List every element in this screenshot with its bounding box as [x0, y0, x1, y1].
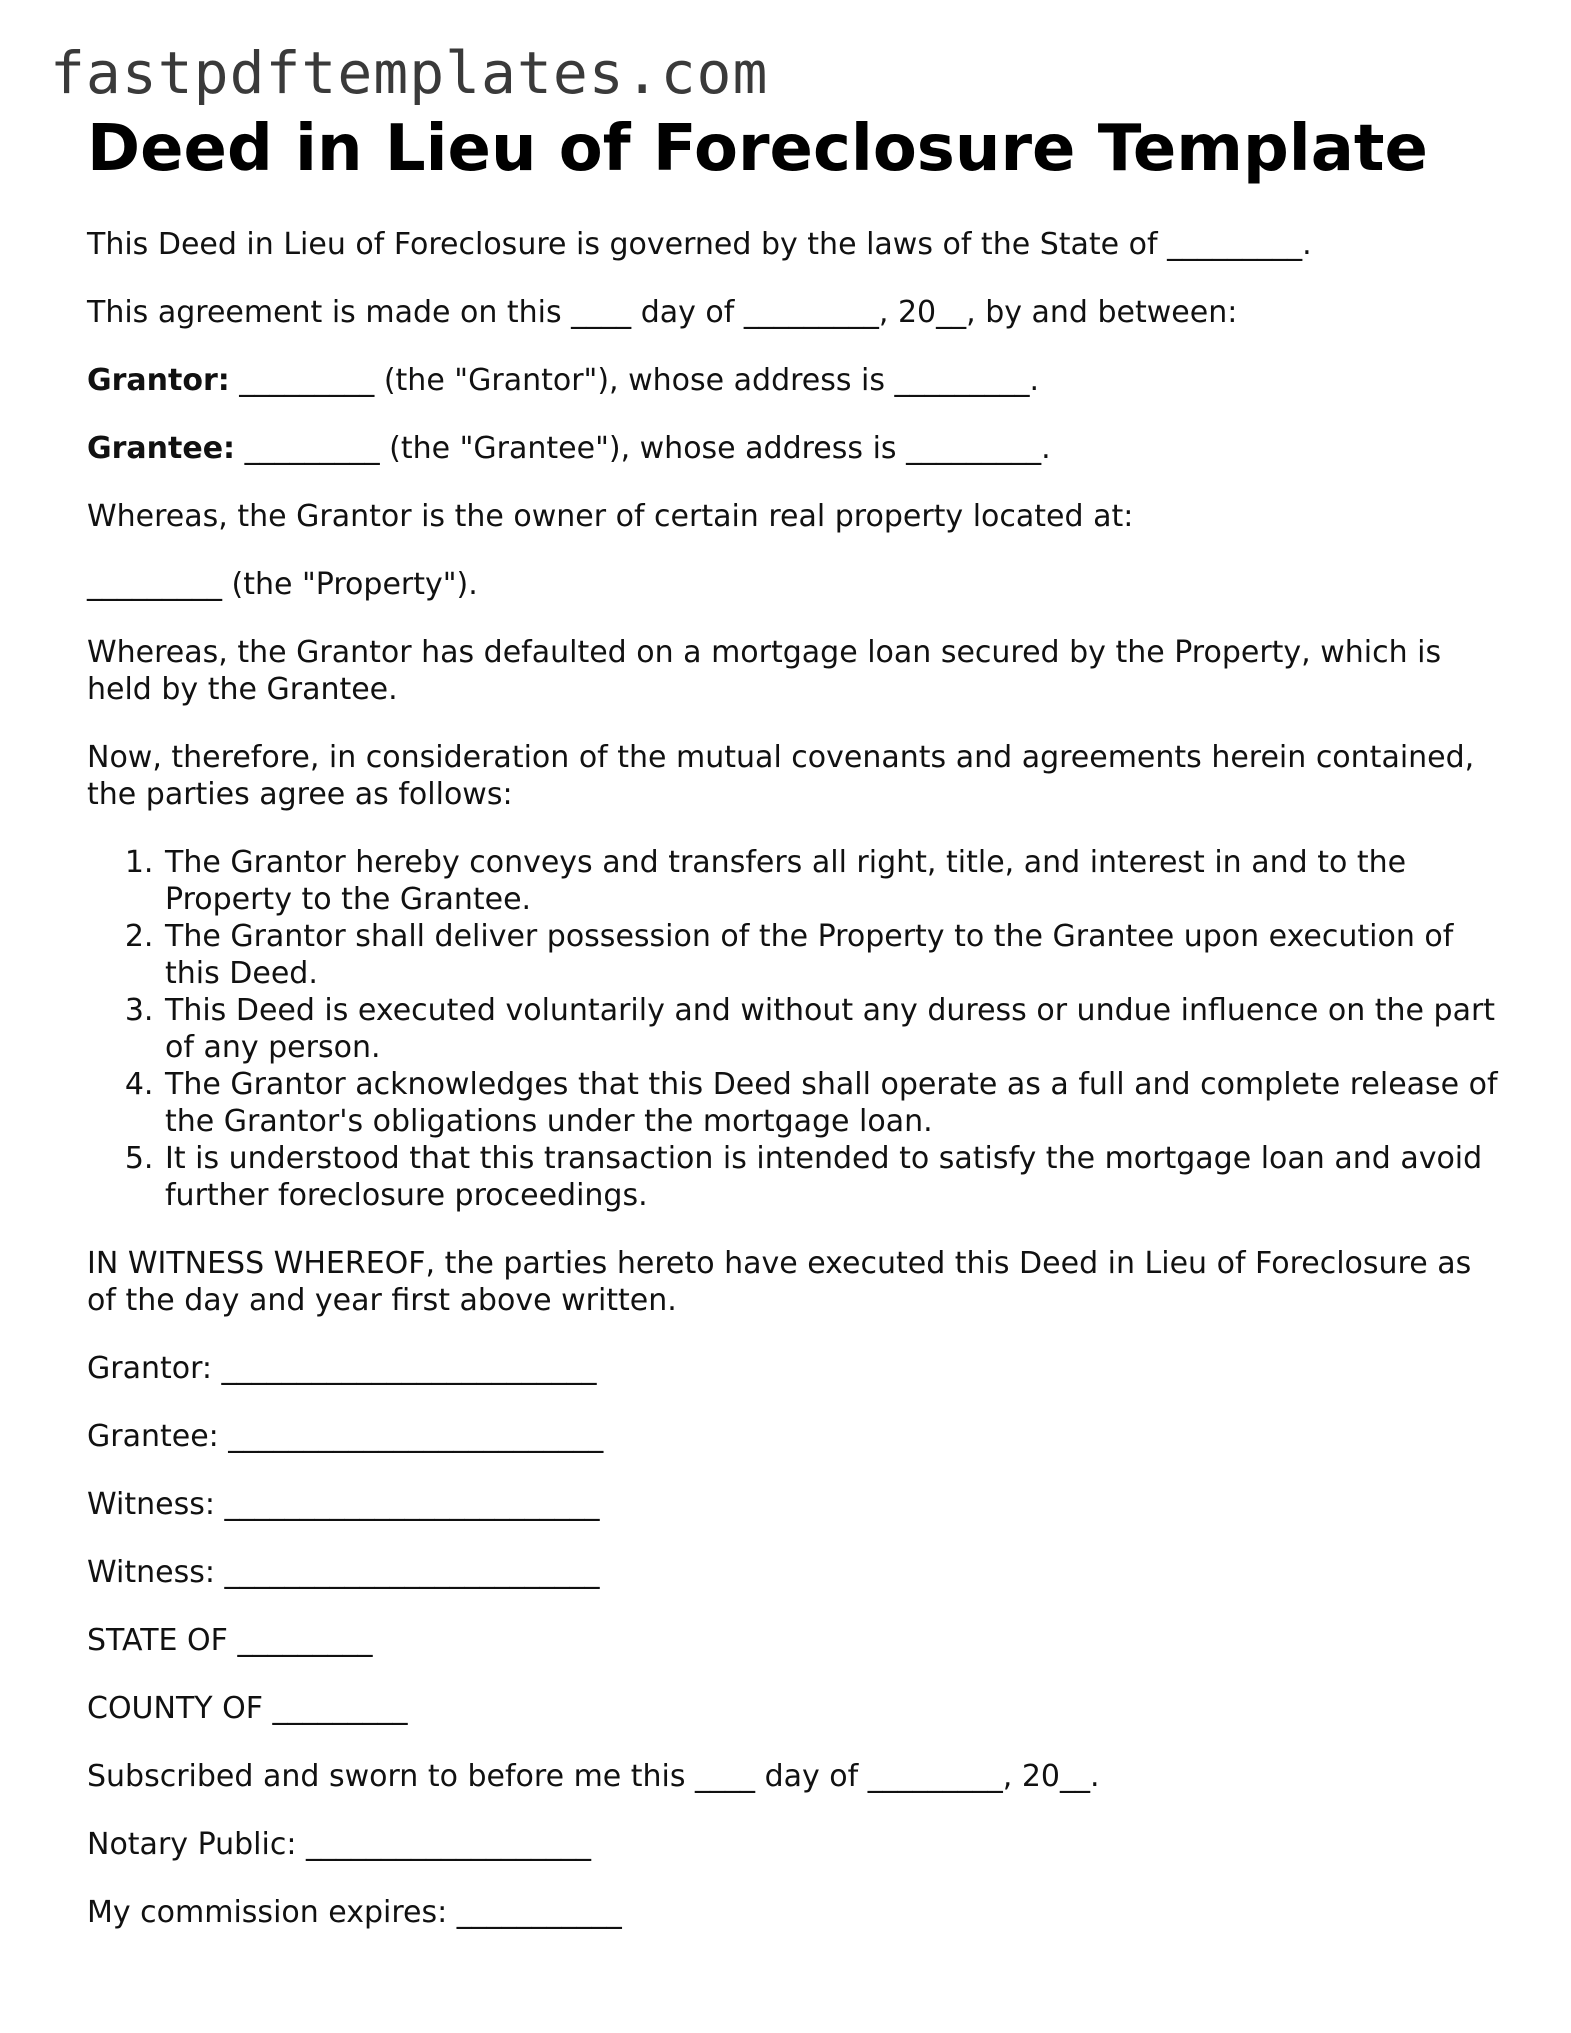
grantee-text: _________ (the "Grantee"), whose address is _________.: [235, 431, 1051, 466]
witness-clause: IN WITNESS WHEREOF, the parties hereto have executed this Deed in Lieu of Foreclosure as of the day and year first above written.: [87, 1246, 1472, 1318]
document-page: [87, 112, 1507, 1962]
grantor-signature-line: Grantor: _________________________: [87, 1351, 597, 1386]
notary-public-line: Notary Public: ___________________: [87, 1827, 591, 1862]
document-title: Deed in Lieu of Foreclosure Template: [87, 112, 1428, 186]
subscribed-line: Subscribed and sworn to before me this ____ day of _________, 20__.: [87, 1759, 1100, 1794]
witness-signature-line: Witness: _________________________: [87, 1555, 600, 1590]
grantee-signature-line: Grantee: _________________________: [87, 1419, 604, 1454]
watermark: fastpdftemplates.com: [50, 39, 769, 107]
term-item: 5. It is understood that this transaction is intended to satisfy the mortgage loan and avoid further foreclosure proceedings.: [163, 1140, 1507, 1214]
county-line: COUNTY OF _________: [87, 1691, 408, 1726]
property-paragraph: _________ (the "Property").: [87, 567, 478, 602]
whereas-default-paragraph: Whereas, the Grantor has defaulted on a mortgage loan secured by the Property, which is held by the Grantee.: [87, 635, 1442, 707]
commission-expires-line: My commission expires: ___________: [87, 1895, 622, 1930]
term-item: 3. This Deed is executed voluntarily and without any duress or undue influence on the part of any person.: [163, 992, 1507, 1066]
state-line: STATE OF _________: [87, 1623, 373, 1658]
grantor-paragraph: [87, 362, 1507, 399]
term-item: 4. The Grantor acknowledges that this Deed shall operate as a full and complete release of the Grantor's obligations under the mortgage loan.: [163, 1066, 1507, 1140]
term-item: 2. The Grantor shall deliver possession of the Property to the Grantee upon execution of this Deed.: [163, 918, 1507, 992]
grantor-text: _________ (the "Grantor"), whose address is _________.: [229, 363, 1040, 398]
grantee-paragraph: [87, 430, 1507, 467]
terms-list: [87, 844, 1507, 1214]
grantor-label: Grantor:: [87, 363, 230, 398]
grantee-label: Grantee:: [87, 431, 236, 466]
whereas-owner-paragraph: Whereas, the Grantor is the owner of certain real property located at:: [87, 499, 1134, 534]
term-item: 1. The Grantor hereby conveys and transfers all right, title, and interest in and to the Property to the Grantee.: [163, 844, 1507, 918]
agreement-date-paragraph: This agreement is made on this ____ day of _________, 20__, by and between:: [87, 295, 1238, 330]
witness-signature-line: Witness: _________________________: [87, 1487, 600, 1522]
now-therefore-paragraph: Now, therefore, in consideration of the mutual covenants and agreements herein contained, the parties agree as follows:: [87, 740, 1475, 812]
governing-law-paragraph: This Deed in Lieu of Foreclosure is governed by the laws of the State of _________.: [87, 227, 1312, 262]
